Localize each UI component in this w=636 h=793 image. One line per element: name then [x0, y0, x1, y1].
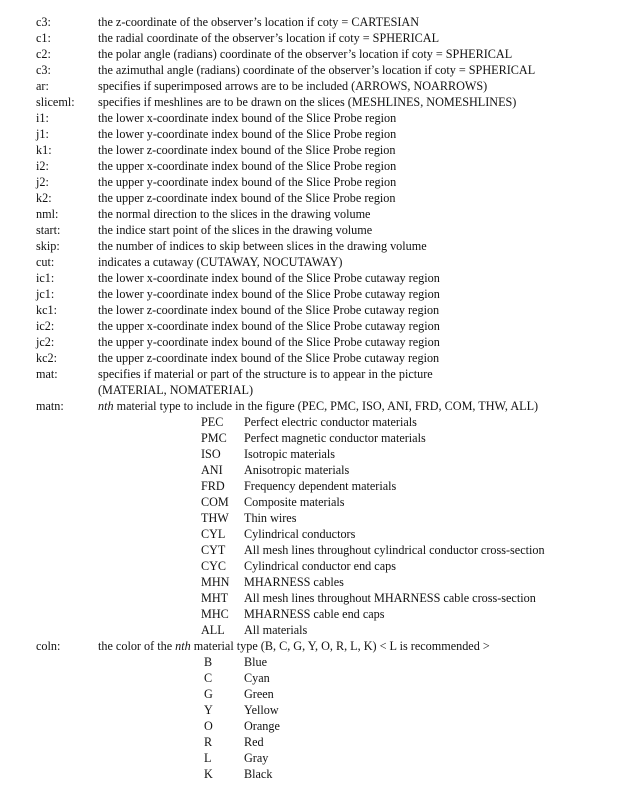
material-code: ALL — [201, 623, 225, 637]
coln-term: coln: — [36, 639, 61, 653]
coln-desc-pre: the color of the — [98, 639, 176, 653]
matn-term: matn: — [36, 399, 64, 413]
material-desc: MHARNESS cables — [244, 575, 344, 589]
definition-term: kc2: — [36, 351, 57, 365]
definition-desc: the lower z-coordinate index bound of the Slice Probe region — [98, 143, 396, 157]
definition-term: ic1: — [36, 271, 55, 285]
color-code: C — [204, 671, 213, 685]
definition-desc: the lower x-coordinate index bound of the Slice Probe cutaway region — [98, 271, 440, 285]
coln-desc-italic: nth — [175, 639, 191, 653]
material-desc: Thin wires — [244, 511, 297, 525]
definition-term: ic2: — [36, 319, 55, 333]
color-desc: Red — [244, 735, 264, 749]
color-code: G — [204, 687, 213, 701]
material-code: CYC — [201, 559, 227, 573]
definition-desc: the lower y-coordinate index bound of the Slice Probe cutaway region — [98, 287, 440, 301]
definition-desc: the upper z-coordinate index bound of the Slice Probe cutaway region — [98, 351, 440, 365]
definition-desc: the upper x-coordinate index bound of the Slice Probe region — [98, 159, 397, 173]
definition-desc: the radial coordinate of the observer’s location if coty = SPHERICAL — [98, 31, 440, 45]
material-desc: Composite materials — [244, 495, 345, 509]
material-desc: Perfect electric conductor materials — [244, 415, 417, 429]
mat-continuation: (MATERIAL, NOMATERIAL) — [98, 383, 254, 397]
definition-term: i1: — [36, 111, 49, 125]
definition-desc: indicates a cutaway (CUTAWAY, NOCUTAWAY) — [98, 255, 343, 269]
color-code: R — [204, 735, 213, 749]
matn-desc-rest: material type to include in the figure (PEC, PMC, ISO, ANI, FRD, COM, THW, ALL) — [113, 399, 539, 413]
definition-desc: specifies if superimposed arrows are to be included (ARROWS, NOARROWS) — [98, 79, 488, 93]
definition-term: c3: — [36, 63, 51, 77]
color-code: Y — [204, 703, 213, 717]
definition-desc: the azimuthal angle (radians) coordinate of the observer’s location if coty = SPHERICAL — [98, 63, 536, 77]
definition-desc: the lower y-coordinate index bound of the Slice Probe region — [98, 127, 397, 141]
material-desc: All mesh lines throughout MHARNESS cable cross-section — [244, 591, 536, 605]
color-code: L — [204, 751, 212, 765]
material-code: ANI — [201, 463, 223, 477]
definition-term: j1: — [36, 127, 49, 141]
definition-term: start: — [36, 223, 61, 237]
definition-desc: the upper y-coordinate index bound of the Slice Probe region — [98, 175, 397, 189]
material-code: MHT — [201, 591, 229, 605]
definition-term: jc1: — [36, 287, 55, 301]
material-desc: Frequency dependent materials — [244, 479, 397, 493]
definition-desc: the lower x-coordinate index bound of the Slice Probe region — [98, 111, 397, 125]
definition-desc: the number of indices to skip between slices in the drawing volume — [98, 239, 427, 253]
material-code: THW — [201, 511, 229, 525]
definition-desc: the upper z-coordinate index bound of the Slice Probe region — [98, 191, 396, 205]
matn-desc-italic: nth — [98, 399, 114, 413]
coln-desc-rest: material type (B, C, G, Y, O, R, L, K) < L is recommended > — [190, 639, 490, 653]
material-code: ISO — [201, 447, 221, 461]
material-desc: All mesh lines throughout cylindrical conductor cross-section — [244, 543, 545, 557]
color-code: O — [204, 719, 213, 733]
material-desc: Cylindrical conductor end caps — [244, 559, 396, 573]
definition-term: j2: — [36, 175, 49, 189]
material-desc: Anisotropic materials — [244, 463, 350, 477]
color-desc: Gray — [244, 751, 269, 765]
definition-term: sliceml: — [36, 95, 75, 109]
definition-desc: the lower z-coordinate index bound of the Slice Probe cutaway region — [98, 303, 440, 317]
definition-desc: the z-coordinate of the observer’s location if coty = CARTESIAN — [98, 15, 420, 29]
definition-term: c1: — [36, 31, 51, 45]
material-code: PMC — [201, 431, 227, 445]
definition-desc: the indice start point of the slices in the drawing volume — [98, 223, 373, 237]
definition-desc: the upper x-coordinate index bound of the Slice Probe cutaway region — [98, 319, 440, 333]
matn-desc — [98, 398, 538, 414]
color-desc: Green — [244, 687, 274, 701]
material-desc: Isotropic materials — [244, 447, 336, 461]
material-code: MHC — [201, 607, 229, 621]
material-desc: Cylindrical conductors — [244, 527, 356, 541]
definition-term: k2: — [36, 191, 52, 205]
color-code: K — [204, 767, 213, 781]
color-desc: Yellow — [244, 703, 279, 717]
definition-desc: the polar angle (radians) coordinate of the observer’s location if coty = SPHERICAL — [98, 47, 513, 61]
material-code: MHN — [201, 575, 230, 589]
definition-term: jc2: — [36, 335, 55, 349]
definition-term: c3: — [36, 15, 51, 29]
definition-term: i2: — [36, 159, 49, 173]
material-code: FRD — [201, 479, 225, 493]
definition-term: mat: — [36, 367, 58, 381]
material-code: COM — [201, 495, 229, 509]
definition-desc: the upper y-coordinate index bound of the Slice Probe cutaway region — [98, 335, 440, 349]
definition-term: cut: — [36, 255, 55, 269]
color-desc: Blue — [244, 655, 268, 669]
definition-term: nml: — [36, 207, 59, 221]
definition-term: skip: — [36, 239, 60, 253]
color-desc: Orange — [244, 719, 280, 733]
definition-desc: specifies if meshlines are to be drawn on the slices (MESHLINES, NOMESHLINES) — [98, 95, 517, 109]
color-desc: Black — [244, 767, 273, 781]
definition-term: ar: — [36, 79, 49, 93]
definition-desc: the normal direction to the slices in the drawing volume — [98, 207, 371, 221]
material-code: PEC — [201, 415, 224, 429]
coln-desc — [98, 638, 490, 654]
definition-term: c2: — [36, 47, 51, 61]
definition-desc: specifies if material or part of the structure is to appear in the picture — [98, 367, 433, 381]
color-desc: Cyan — [244, 671, 270, 685]
definition-term: kc1: — [36, 303, 57, 317]
material-code: CYL — [201, 527, 226, 541]
material-desc: MHARNESS cable end caps — [244, 607, 385, 621]
material-code: CYT — [201, 543, 226, 557]
material-desc: All materials — [244, 623, 308, 637]
material-desc: Perfect magnetic conductor materials — [244, 431, 426, 445]
definition-term: k1: — [36, 143, 52, 157]
color-code: B — [204, 655, 213, 669]
